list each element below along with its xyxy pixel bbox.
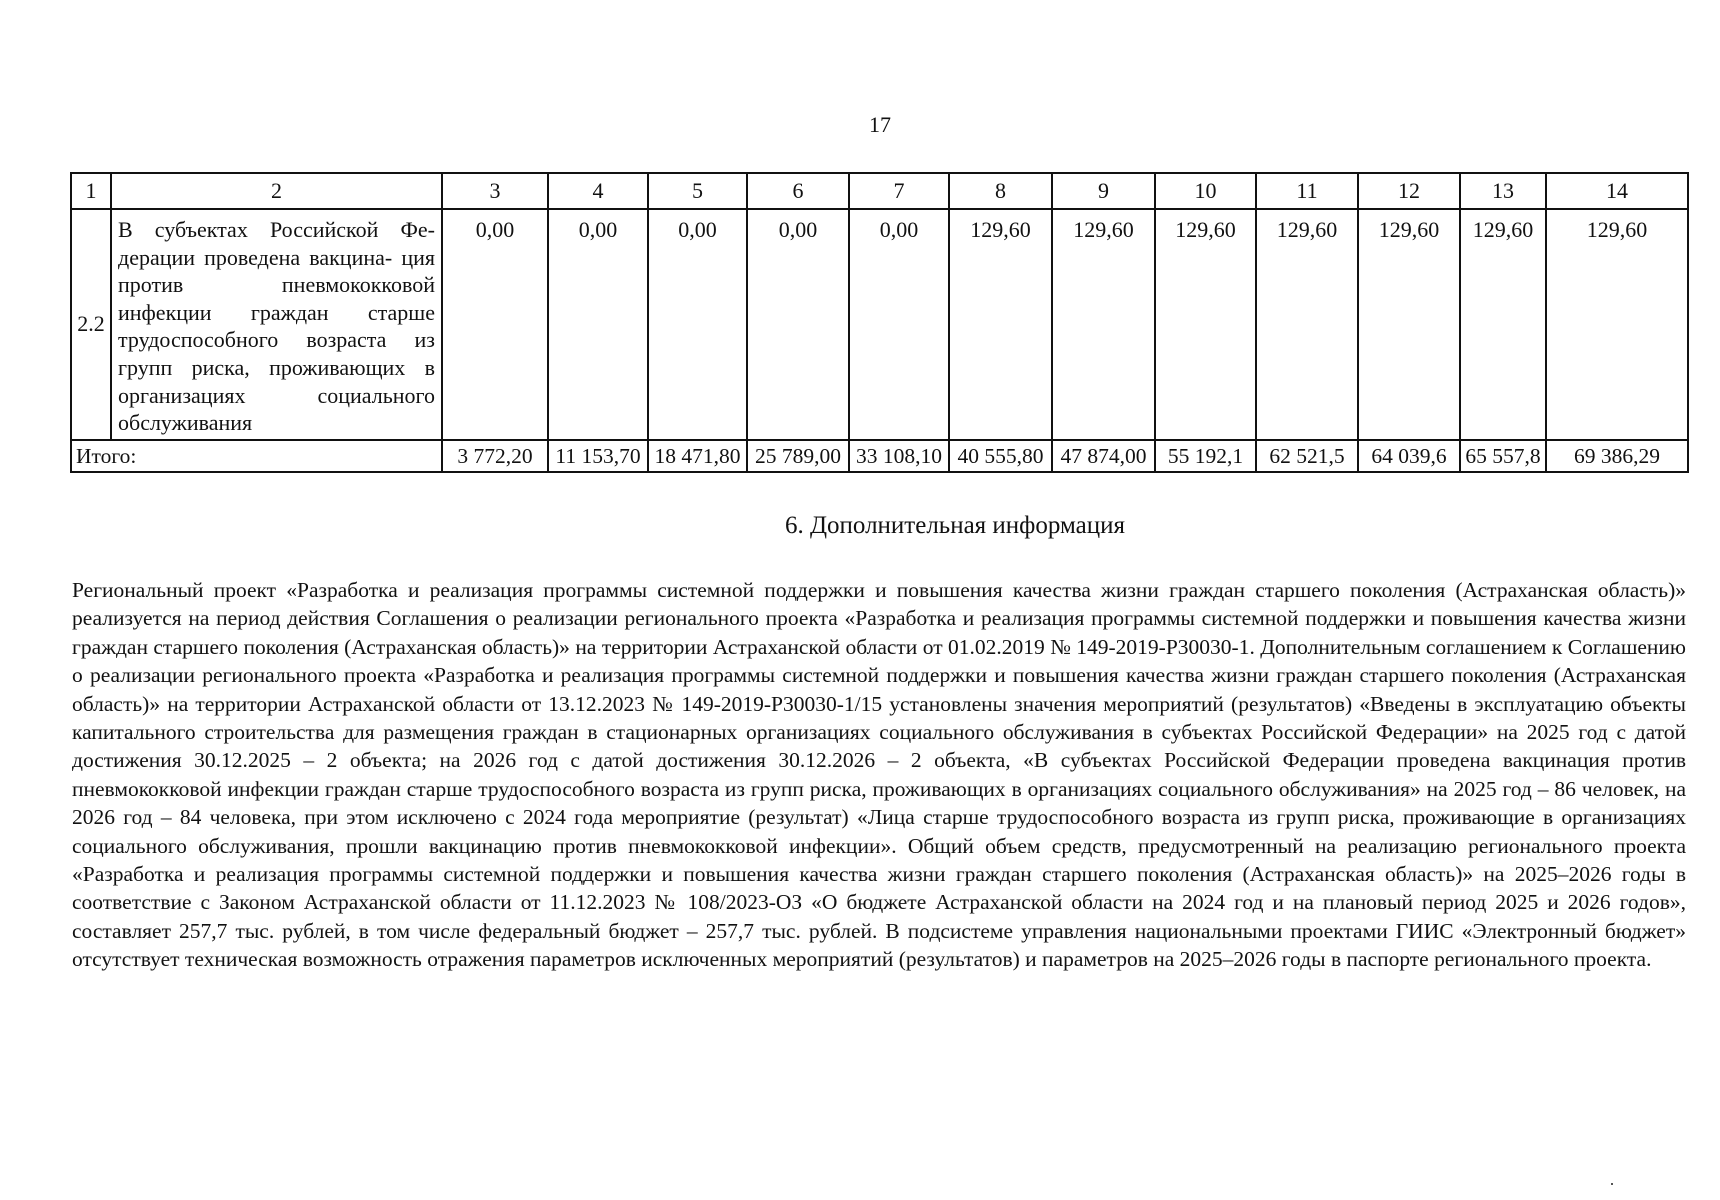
total-cell: 69 386,29 [1546,440,1688,472]
budget-table [70,172,1689,473]
total-cell: 33 108,10 [849,440,949,472]
total-cell: 55 192,1 [1155,440,1256,472]
table-row [71,209,1688,440]
table-cell: 0,00 [442,209,548,440]
total-cell: 64 039,6 [1358,440,1460,472]
description-line: инфекции граждан старше [118,299,435,325]
column-header: 9 [1052,173,1155,209]
table-header-row [71,173,1688,209]
total-cell: 65 557,8 [1460,440,1546,472]
table-cell: 129,60 [1256,209,1358,440]
total-label: Итого: [71,440,442,472]
scan-speck [1611,1183,1613,1185]
column-header: 13 [1460,173,1546,209]
column-header: 4 [548,173,648,209]
total-cell: 11 153,70 [548,440,648,472]
column-header: 3 [442,173,548,209]
description-line: организациях социального [118,382,435,408]
column-header: 11 [1256,173,1358,209]
column-header: 10 [1155,173,1256,209]
total-cell: 47 874,00 [1052,440,1155,472]
description-line: дерации проведена вакцина- [118,244,393,270]
column-header: 7 [849,173,949,209]
table-cell: 129,60 [1460,209,1546,440]
total-cell: 40 555,80 [949,440,1052,472]
row-index: 2.2 [71,209,111,440]
description-line: ция против пневмококковой [118,244,435,298]
description-line: групп риска, проживающих в [118,354,435,380]
table-cell: 129,60 [949,209,1052,440]
table-cell: 129,60 [1546,209,1688,440]
description-line: В субъектах Российской Фе- [118,217,435,242]
column-header: 5 [648,173,747,209]
page-number: 17 [869,112,891,137]
table-cell: 0,00 [747,209,849,440]
column-header: 12 [1358,173,1460,209]
column-header: 8 [949,173,1052,209]
column-header: 1 [71,173,111,209]
total-row [71,440,1688,472]
table-cell: 129,60 [1358,209,1460,440]
total-cell: 3 772,20 [442,440,548,472]
table-cell: 129,60 [1155,209,1256,440]
table-cell: 0,00 [548,209,648,440]
total-cell: 18 471,80 [648,440,747,472]
table-cell: 0,00 [849,209,949,440]
column-header: 6 [747,173,849,209]
total-cell: 25 789,00 [747,440,849,472]
column-header: 2 [111,173,442,209]
table-cell: 0,00 [648,209,747,440]
description-line: трудоспособного возраста из [118,327,435,353]
row-description [111,209,442,440]
info-paragraph: Региональный проект «Разработка и реализация программы системной поддержки и повышения качества жизни граждан старшего поколения (Астраханская область)» реализуется на период действия Соглашения о реализации регионального проекта «Разработка и реализация программы системной поддержки и повышения качества жизни граждан старшего поколения (Астраханская область)» на территории Астраханской области от 01.02.2019 № 149-2019-Р30030-1. Дополнительным соглашением к Соглашению о реализации регионального проекта «Разработка и реализация программы системной поддержки и повышения качества жизни граждан старшего поколения (Астраханская область)» на территории Астраханской области от 13.12.2023 № 149-2019-Р30030-1/15 установлены значения мероприятий (результатов) «Введены в эксплуатацию объекты капитального строительства для размещения граждан в стационарных организациях социального обслуживания в субъектах Российской Федерации» на 2025 год с датой достижения 30.12.2025 – 2 объекта; на 2026 год с датой достижения 30.12.2026 – 2 объекта, «В субъектах Российской Федерации проведена вакцинация против пневмококковой инфекции граждан старше трудоспособного возраста из групп риска, проживающих в организациях социального обслуживания» на 2025 год – 86 человек, на 2026 год – 84 человека, при этом исключено с 2024 года мероприятие (результат) «Лица старше трудоспособного возраста из групп риска, проживающие в организациях социального обслуживания, прошли вакцинацию против пневмококковой инфекции». Общий объем средств, предусмотренный на реализацию регионального проекта «Разработка и реализация программы системной поддержки и повышения качества жизни граждан старшего поколения (Астраханская область)» на 2025–2026 годы в соответствие с Законом Астраханской области от 11.12.2023 № 108/2023-ОЗ «О бюджете Астраханской области на 2024 год и на плановый период 2025 и 2026 годов», составляет 257,7 тыс. рублей, в том числе федеральный бюджет – 257,7 тыс. рублей. В подсистеме управления национальными проектами ГИИС «Электронный бюджет» отсутствует техническая возможность отражения параметров исключенных мероприятий (результатов) и параметров на 2025–2026 годы в паспорте регионального проекта. [72,578,1686,972]
total-cell: 62 521,5 [1256,440,1358,472]
description-line: обслуживания [118,410,253,436]
column-header: 14 [1546,173,1688,209]
table-cell: 129,60 [1052,209,1155,440]
section-heading: 6. Дополнительная информация [784,512,1126,539]
